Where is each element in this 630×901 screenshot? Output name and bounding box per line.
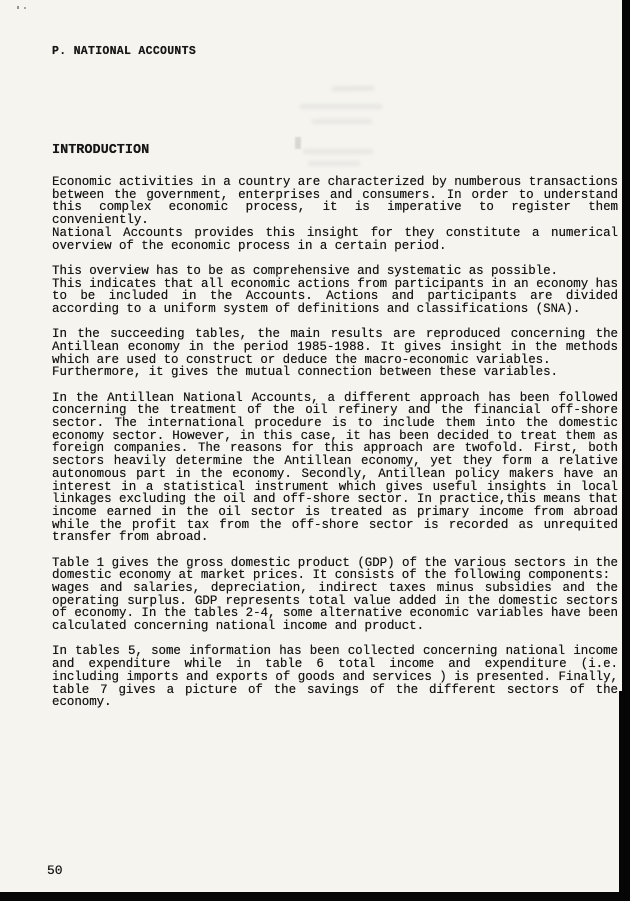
paragraph bbox=[52, 176, 618, 252]
paragraph-block: In tables 5, some information has been collected concerning national income and expenditure while in table 6 total income and expenditure (i.e. including imports and exports of goods and services ) is presented. Finally, table 7 gives a picture of the savings of the different sectors of the economy. bbox=[52, 644, 618, 710]
body-text bbox=[52, 176, 618, 722]
scan-bleedthrough bbox=[312, 119, 372, 124]
paragraph-block: National Accounts provides this insight for they constitute a numerical overview of the economic process in a certain period. bbox=[52, 225, 618, 253]
paragraph-block: wages and salaries, depreciation, indirect taxes minus subsidies and the operating surplus. GDP represents total value added in the domestic sectors of economy. In the tables 2-4, some alternative economic variables have been calculated concerning national income and product. bbox=[52, 581, 618, 634]
paragraph-block: Table 1 gives the gross domestic product (GDP) of the various sectors in the domestic economy at market prices. It consists of the following components: bbox=[52, 555, 618, 583]
paragraph-block: Economic activities in a country are characterized by numberous transactions between the government, enterprises and consumers. In order to understand this complex economic process, it is imperative to register them conveniently. bbox=[52, 175, 618, 228]
scan-edge-bottom bbox=[0, 892, 630, 901]
document-header: P. NATIONAL ACCOUNTS bbox=[52, 45, 197, 58]
paragraph-block: Furthermore, it gives the mutual connection between these variables. bbox=[52, 365, 559, 380]
scan-bleedthrough bbox=[300, 104, 382, 109]
paragraph-block: In the Antillean National Accounts, a different approach has been followed concerning the treatment of the oil refinery and the financial off-shore sector. The international procedure is to include them into the domestic economy sector. However, in this case, it has been decided to treat them as foreign companies. The reasons for this approach are twofold. First, both sectors heavily determine the Antillean economy, yet they form a relative autonomous part in the economy. Secondly, Antillean policy makers have an interest in a statistical instrument which gives useful insights in local linkages excluding the oil and off-shore sector. In practice,this means that income earned in the oil sector is treated as primary income from abroad while the profit tax from the off-shore sector is recorded as unrequited transfer from abroad. bbox=[52, 390, 618, 545]
scan-bleedthrough bbox=[332, 86, 374, 92]
section-title: INTRODUCTION bbox=[52, 143, 150, 158]
paragraph bbox=[52, 645, 618, 709]
page-number: 50 bbox=[47, 863, 63, 878]
paragraph bbox=[52, 265, 618, 316]
paragraph-block: In the succeeding tables, the main results are reproduced concerning the Antillean economy in the period 1985-1988. It gives insight in the methods which are used to construct or deduce the macro-economic variables. bbox=[52, 327, 618, 367]
paragraph bbox=[52, 392, 618, 544]
scan-artifact-dots bbox=[17, 6, 29, 11]
scan-edge-right-lower bbox=[619, 691, 630, 901]
paragraph-block: This overview has to be as comprehensive and systematic as possible. bbox=[52, 263, 559, 278]
paragraph bbox=[52, 328, 618, 379]
paragraph-block: This indicates that all economic actions from participants in an economy has to be included in the Accounts. Actions and participants are divided according to a uniform system of definitions and classifications (SNA). bbox=[52, 276, 618, 316]
scan-bleedthrough bbox=[303, 149, 373, 154]
paragraph bbox=[52, 557, 618, 633]
scan-bleedthrough bbox=[308, 161, 360, 166]
scan-bleedthrough bbox=[295, 137, 301, 149]
